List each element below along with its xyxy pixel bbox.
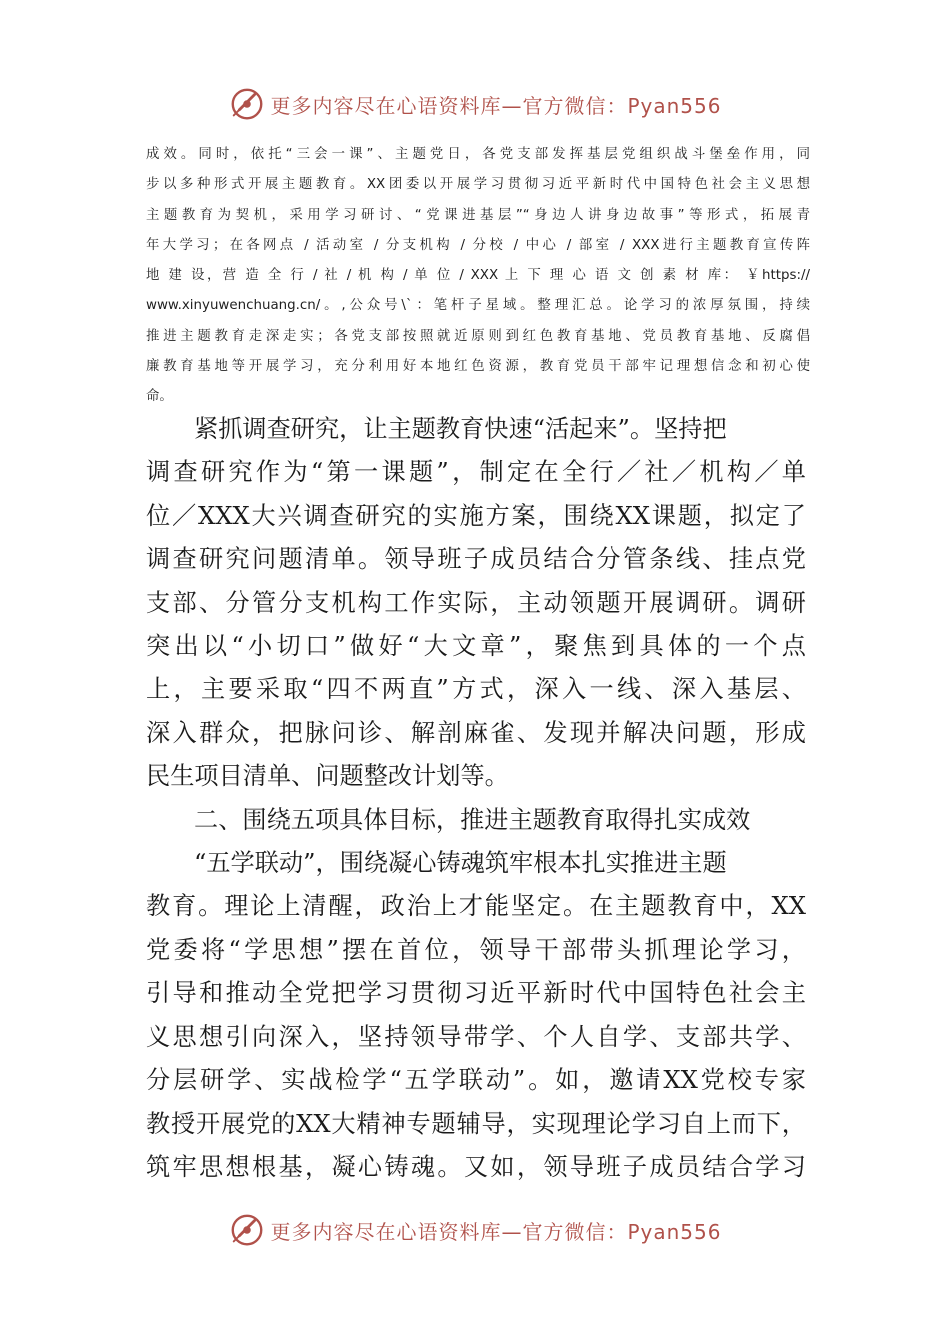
text-line: 上，主要采取“四不两直”方式，深入一线、深入基层、: [146, 675, 806, 704]
text-line: 年大学习；在各网点 / 活动室 / 分支机构 / 分校 / 中心 / 部室 / XXX进行主题教育宣传阵: [146, 237, 810, 253]
seal-logo-icon: [228, 1211, 266, 1249]
text-line: www.xinyuwenchuang.cn/。,公众号\`：笔杆子星域。整理汇总。论学习的浓厚氛围，持续: [146, 298, 810, 314]
paragraph-start-line: “五学联动”，围绕凝心铸魂筑牢根本扎实推进主题: [194, 849, 727, 878]
text-line: 教授开展党的XX大精神专题辅导，实现理论学习自上而下，: [146, 1109, 806, 1138]
text-line: 突出以“小切口”做好“大文章”，聚焦到具体的一个点: [146, 632, 806, 661]
text-line: 支部、分管分支机构工作实际，主动领题开展调研。调研: [146, 588, 806, 617]
text-line: 教育。理论上清醒，政治上才能坚定。在主题教育中，XX: [146, 892, 806, 921]
text-line: 分层研学、实战检学“五学联动”。如，邀请XX党校专家: [146, 1066, 806, 1095]
small-paragraph: [146, 140, 810, 413]
body-text: [146, 408, 806, 1189]
text-line: 位／XXX大兴调查研究的实施方案，围绕XX课题，拟定了: [146, 501, 806, 530]
header-watermark: [0, 84, 950, 124]
paragraph-start-line: 紧抓调查研究，让主题教育快速“活起来”。坚持把: [194, 415, 727, 443]
seal-logo-icon: [228, 85, 266, 123]
text-line: 成效。同时，依托“三会一课”、主题党日，各党支部发挥基层党组织战斗堡垒作用，同: [146, 147, 810, 162]
text-line: 党委将“学思想”摆在首位，领导干部带头抓理论学习，: [146, 935, 806, 964]
watermark-text: 更多内容尽在心语资料库—官方微信：Pyan556: [270, 93, 722, 118]
text-line: 引导和推动全党把学习贯彻习近平新时代中国特色社会主: [146, 979, 806, 1008]
section-heading: 二、围绕五项具体目标，推进主题教育取得扎实成效: [194, 805, 751, 834]
text-line: 调查研究问题清单。领导班子成员结合分管条线、挂点党: [146, 545, 806, 574]
text-line: 义思想引向深入，坚持领导带学、个人自学、支部共学、: [146, 1022, 806, 1051]
text-line: 地 建 设，营 造 全 行 / 社 / 机 构 / 单 位 / XXX 上 下 理 心 语 文 创 素 材 库： ￥https://: [146, 268, 810, 284]
text-line: 深入群众，把脉问诊、解剖麻雀、发现并解决问题，形成: [146, 718, 806, 747]
watermark-text: 更多内容尽在心语资料库—官方微信：Pyan556: [270, 1219, 722, 1244]
text-line: 调查研究作为“第一课题”，制定在全行／社／机构／单: [146, 458, 806, 487]
text-line: 推进主题教育走深走实；各党支部按照就近原则到红色教育基地、党员教育基地、反腐倡: [146, 328, 810, 344]
text-line: 民生项目清单、问题整改计划等。: [146, 762, 509, 791]
footer-watermark: [0, 1210, 950, 1250]
text-line: 命。: [146, 389, 173, 405]
text-line: 廉教育基地等开展学习，充分利用好本地红色资源，教育党员干部牢记理想信念和初心使: [146, 359, 810, 375]
text-line: 主题教育为契机，采用学习研讨、“党课进基层”“身边人讲身边故事”等形式，拓展青: [146, 207, 810, 223]
text-line: 步以多种形式开展主题教育。XX团委以开展学习贯彻习近平新时代中国特色社会主义思想: [146, 177, 810, 193]
text-line: 筑牢思想根基，凝心铸魂。又如，领导班子成员结合学习: [146, 1152, 806, 1181]
